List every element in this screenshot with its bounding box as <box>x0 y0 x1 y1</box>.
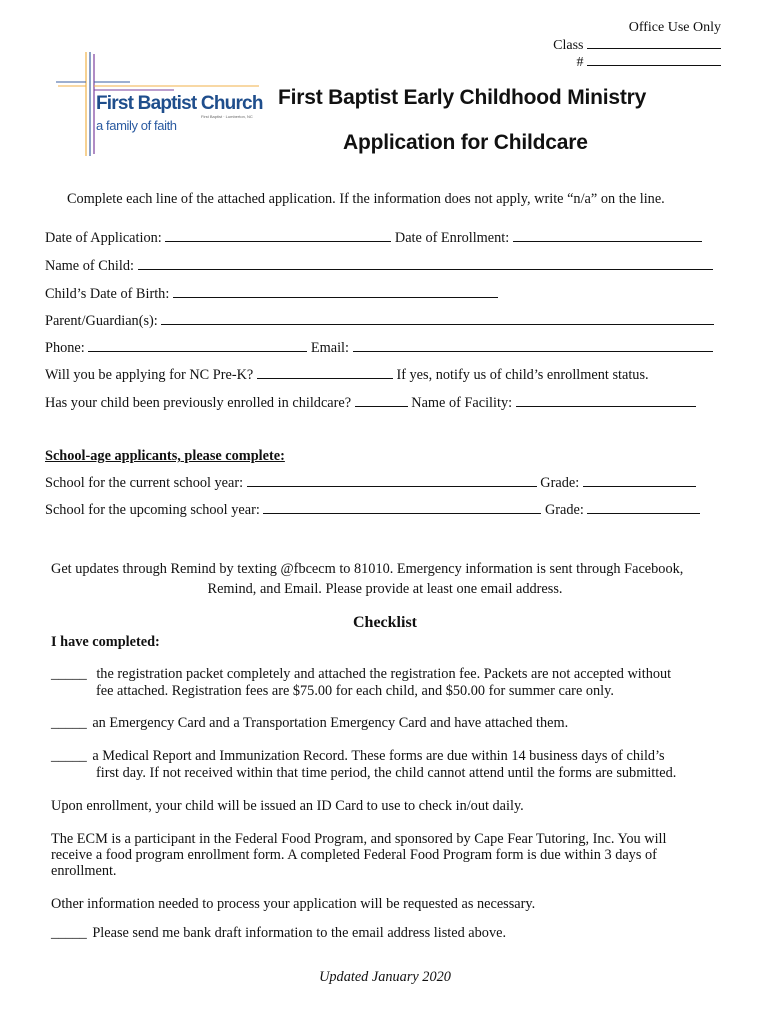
updates-line-2: Remind, and Email. Please provide at least one email address. <box>207 581 563 597</box>
previous-enrollment-field[interactable] <box>355 393 408 407</box>
prek-field[interactable] <box>257 365 393 379</box>
id-card-note: Upon enrollment, your child will be issued an ID Card to use to check in/out daily. <box>51 798 524 814</box>
current-grade-label: Grade: <box>540 475 580 491</box>
current-school-label: School for the current school year: <box>45 475 244 491</box>
date-of-enrollment-field[interactable] <box>513 228 702 242</box>
current-school-row <box>45 473 696 492</box>
office-class-field[interactable] <box>587 36 721 49</box>
office-number-field[interactable] <box>587 53 721 66</box>
bank-draft-row <box>51 925 506 942</box>
name-of-child-label: Name of Child: <box>45 258 134 274</box>
child-name-row <box>45 256 713 275</box>
current-grade-field[interactable] <box>583 473 696 487</box>
page-title: First Baptist Early Childhood Ministry <box>278 86 647 109</box>
office-number-row <box>577 53 722 71</box>
upcoming-school-field[interactable] <box>263 500 541 514</box>
prek-question: Will you be applying for NC Pre-K? <box>45 367 254 383</box>
child-dob-label: Child’s Date of Birth: <box>45 286 170 302</box>
phone-label: Phone: <box>45 340 85 356</box>
upcoming-school-label: School for the upcoming school year: <box>45 502 260 518</box>
updates-line-1: Get updates through Remind by texting @fbcecm to 81010. Emergency information is sent through Facebook, <box>51 561 684 577</box>
facility-field[interactable] <box>516 393 696 407</box>
email-field[interactable] <box>353 338 713 352</box>
church-logo <box>54 50 264 160</box>
previous-enrollment-question: Has your child been previously enrolled in childcare? <box>45 395 352 411</box>
phone-email-row <box>45 338 713 357</box>
checklist-intro: I have completed: <box>51 634 160 650</box>
logo-tagline: a family of faith <box>96 118 177 133</box>
bank-draft-text: Please send me bank draft information to the email address listed above. <box>92 925 507 941</box>
logo-address: First Baptist · Lumberton, NC <box>201 114 253 119</box>
ecm-note-line-2: receive a food program enrollment form. A completed Federal Food Program form is due within 3 days of <box>51 847 657 863</box>
ecm-note-line-3: enrollment. <box>51 863 117 879</box>
instructions: Complete each line of the attached application. If the information does not apply, write “n/a” on the line. <box>67 191 665 207</box>
registration-blank[interactable]: _____ <box>51 666 87 682</box>
prek-row <box>45 365 649 384</box>
date-of-enrollment-label: Date of Enrollment: <box>394 230 510 246</box>
registration-text-2: fee attached. Registration fees are $75.00 for each child, and $50.00 for summer care only. <box>96 683 614 699</box>
current-school-field[interactable] <box>247 473 537 487</box>
checklist-item-registration <box>51 666 671 683</box>
office-class-label: Class <box>553 38 584 53</box>
page-subtitle: Application for Childcare <box>343 131 588 154</box>
child-dob-row <box>45 284 498 303</box>
name-of-child-field[interactable] <box>138 256 713 270</box>
parents-label: Parent/Guardian(s): <box>45 313 158 329</box>
prek-note: If yes, notify us of child’s enrollment status. <box>396 367 649 383</box>
parents-row <box>45 311 714 330</box>
date-of-application-label: Date of Application: <box>45 230 162 246</box>
previous-enrollment-row <box>45 393 696 412</box>
medical-blank[interactable]: _____ <box>51 748 87 764</box>
emergency-text: an Emergency Card and a Transportation Emergency Card and have attached them. <box>92 715 569 731</box>
footer-updated: Updated January 2020 <box>319 969 451 985</box>
upcoming-grade-field[interactable] <box>587 500 700 514</box>
ecm-note-line-1: The ECM is a participant in the Federal Food Program, and sponsored by Cape Fear Tutoring, Inc. You will <box>51 831 667 847</box>
child-dob-field[interactable] <box>173 284 498 298</box>
parents-field[interactable] <box>161 311 714 325</box>
email-label: Email: <box>310 340 349 356</box>
upcoming-school-row <box>45 500 700 519</box>
checklist-item-emergency <box>51 715 568 732</box>
checklist-item-medical <box>51 748 665 765</box>
other-info-note: Other information needed to process your application will be requested as necessary. <box>51 896 536 912</box>
upcoming-grade-label: Grade: <box>544 502 584 518</box>
date-of-application-field[interactable] <box>165 228 391 242</box>
facility-label: Name of Facility: <box>411 395 513 411</box>
emergency-blank[interactable]: _____ <box>51 715 87 731</box>
medical-text-1: a Medical Report and Immunization Record. These forms are due within 14 business days of child’s <box>92 748 665 764</box>
date-row <box>45 228 702 247</box>
school-age-heading: School-age applicants, please complete: <box>45 448 285 464</box>
office-number-label: # <box>576 55 584 70</box>
office-class-row <box>553 36 721 54</box>
phone-field[interactable] <box>88 338 307 352</box>
registration-text-1: the registration packet completely and attached the registration fee. Packets are not accepted without <box>96 666 672 682</box>
office-use-title: Office Use Only <box>628 20 721 35</box>
logo-church-name: First Baptist Church <box>96 93 263 114</box>
checklist-title: Checklist <box>353 614 417 631</box>
medical-text-2: first day. If not received within that time period, the child cannot attend until the forms are submitted. <box>96 765 677 781</box>
bank-draft-blank[interactable]: _____ <box>51 925 87 941</box>
